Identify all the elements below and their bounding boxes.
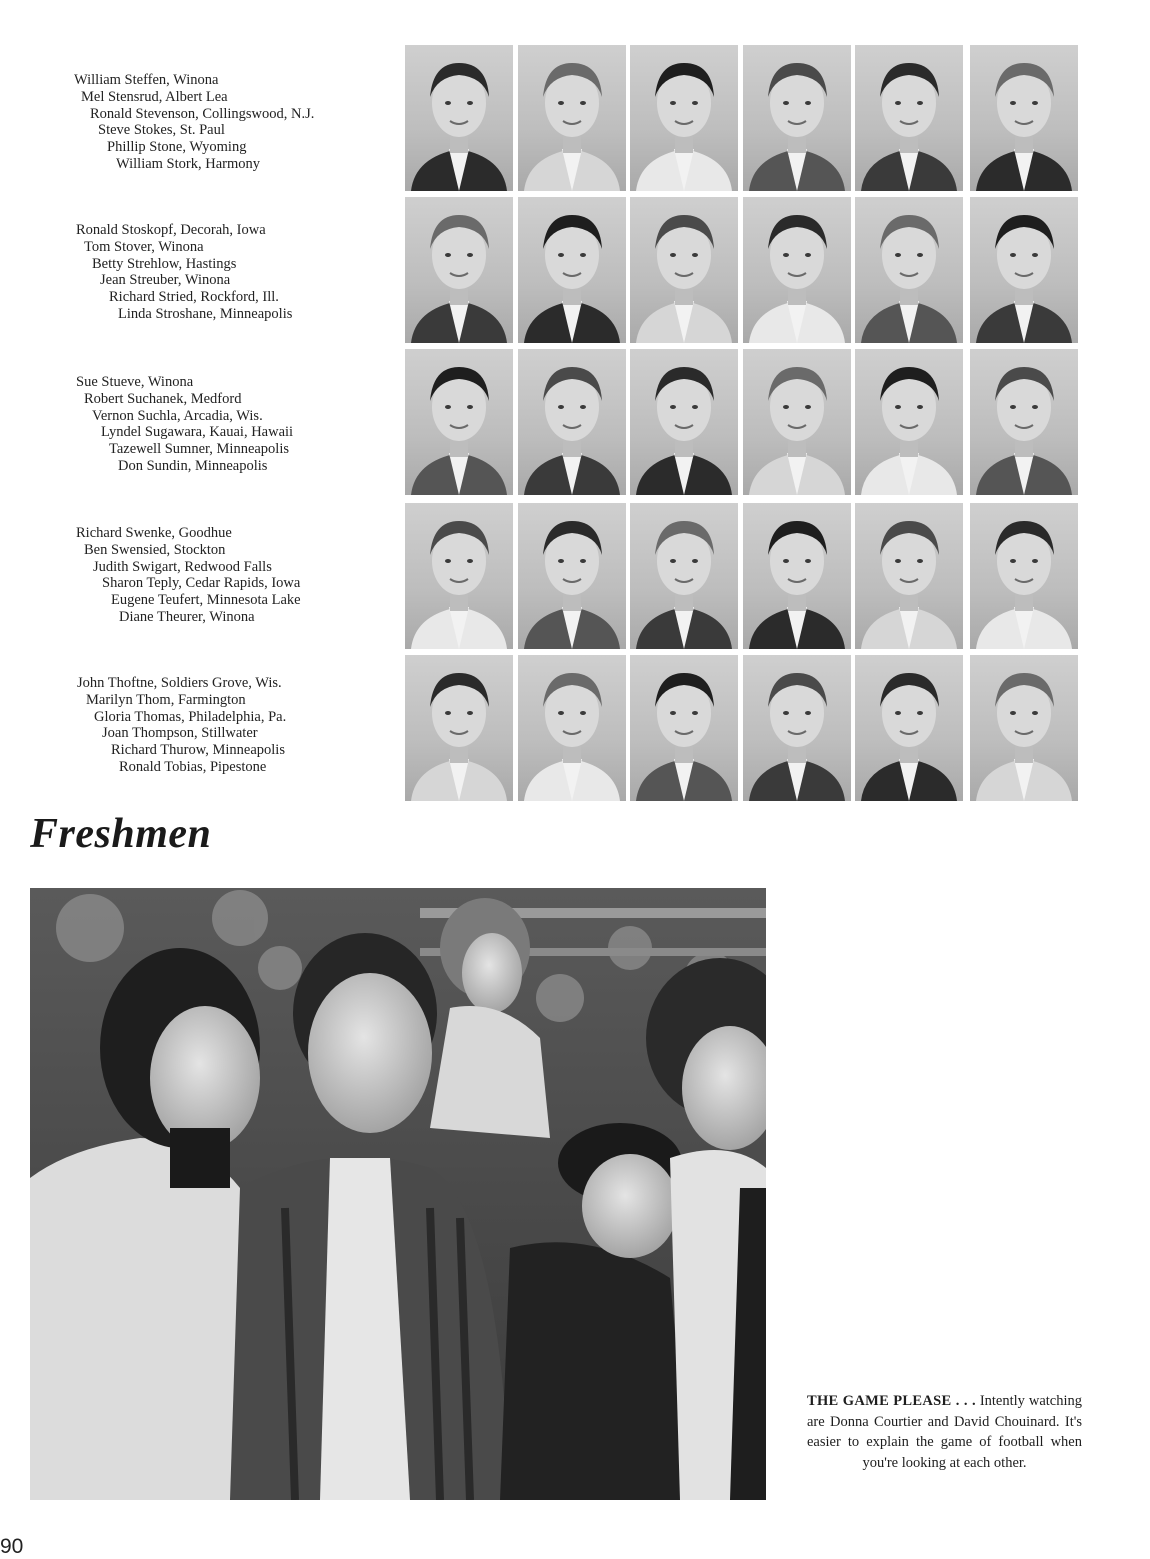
student-portrait <box>405 45 513 191</box>
student-portrait <box>518 655 626 801</box>
name-line: Eugene Teufert, Minnesota Lake <box>111 592 301 609</box>
name-line: Lyndel Sugawara, Kauai, Hawaii <box>101 424 294 441</box>
student-portrait <box>405 349 513 495</box>
name-group-1 <box>0 72 400 173</box>
name-line: John Thoftne, Soldiers Grove, Wis. <box>77 675 282 691</box>
student-portrait <box>970 197 1078 343</box>
name-line: Betty Strehlow, Hastings <box>92 255 237 272</box>
student-portrait <box>743 655 851 801</box>
student-portrait <box>518 45 626 191</box>
student-portrait <box>743 197 851 343</box>
student-portrait <box>518 197 626 343</box>
name-line: Ronald Stevenson, Collingswood, N.J. <box>90 105 315 122</box>
name-line: Linda Stroshane, Minneapolis <box>118 305 293 322</box>
name-group-5 <box>0 675 400 776</box>
name-line: Ben Swensied, Stockton <box>84 541 226 558</box>
caption-lead: THE GAME PLEASE . . . <box>807 1393 976 1409</box>
student-portrait <box>855 503 963 649</box>
name-line: Ronald Tobias, Pipestone <box>119 758 267 775</box>
portrait-grid <box>405 45 1081 801</box>
name-line: Marilyn Thom, Farmington <box>86 691 246 708</box>
student-portrait <box>630 349 738 495</box>
name-line: Robert Suchanek, Medford <box>84 390 242 407</box>
student-portrait <box>855 349 963 495</box>
name-group-2 <box>0 222 400 323</box>
name-line: Tom Stover, Winona <box>84 238 204 255</box>
name-line: William Stork, Harmony <box>116 155 260 172</box>
name-line: Richard Thurow, Minneapolis <box>111 742 285 759</box>
name-line: Mel Stensrud, Albert Lea <box>81 88 228 105</box>
name-line: Gloria Thomas, Philadelphia, Pa. <box>94 708 287 725</box>
name-line: Ronald Stoskopf, Decorah, Iowa <box>76 222 266 238</box>
student-portrait <box>405 197 513 343</box>
name-line: Joan Thompson, Stillwater <box>102 725 258 742</box>
student-portrait <box>855 197 963 343</box>
name-group-4 <box>0 525 400 626</box>
name-line: William Steffen, Winona <box>74 72 219 88</box>
name-line: Steve Stokes, St. Paul <box>98 122 225 139</box>
student-portrait <box>970 349 1078 495</box>
caption-body: Intently watching are Donna Courtier and David Chouinard. It's easier to explain the game of football when you're looking at each other. <box>807 1393 1082 1471</box>
name-line: Sue Stueve, Winona <box>76 374 194 390</box>
student-portrait <box>970 45 1078 191</box>
name-line: Judith Swigart, Redwood Falls <box>93 558 272 575</box>
student-portrait <box>630 45 738 191</box>
name-line: Diane Theurer, Winona <box>119 608 255 625</box>
page-number: 90 <box>0 1535 24 1558</box>
student-portrait <box>518 349 626 495</box>
section-title: Freshmen <box>30 811 212 857</box>
student-portrait <box>743 349 851 495</box>
student-portrait <box>405 503 513 649</box>
student-portrait <box>630 197 738 343</box>
student-portrait <box>970 655 1078 801</box>
crowd-photo <box>30 888 766 1500</box>
student-portrait <box>855 655 963 801</box>
student-portrait <box>743 45 851 191</box>
name-line: Don Sundin, Minneapolis <box>118 457 268 474</box>
student-portrait <box>518 503 626 649</box>
name-line: Jean Streuber, Winona <box>100 272 231 289</box>
name-line: Richard Swenke, Goodhue <box>76 525 232 541</box>
photo-caption <box>807 1391 1082 1473</box>
name-line: Sharon Teply, Cedar Rapids, Iowa <box>102 575 301 592</box>
name-line: Vernon Suchla, Arcadia, Wis. <box>92 407 263 424</box>
student-portrait <box>405 655 513 801</box>
student-portrait <box>630 503 738 649</box>
name-line: Richard Stried, Rockford, Ill. <box>109 289 279 306</box>
student-portrait <box>630 655 738 801</box>
student-portrait <box>743 503 851 649</box>
student-portrait <box>855 45 963 191</box>
name-line: Phillip Stone, Wyoming <box>107 139 247 156</box>
name-line: Tazewell Sumner, Minneapolis <box>109 441 290 458</box>
student-portrait <box>970 503 1078 649</box>
name-group-3 <box>0 374 400 475</box>
